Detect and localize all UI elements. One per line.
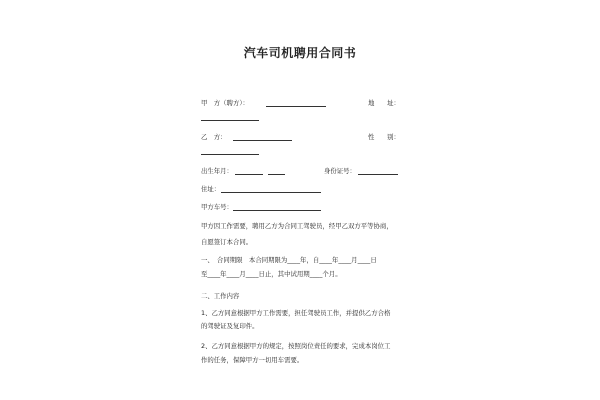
party-b-label: 乙 方： [201,133,227,141]
birth-label: 出生年月： [201,167,233,175]
address-label: 地 址： [368,99,400,107]
id-blank[interactable] [358,174,398,175]
term-line-2: 至____年____月____日止，其中试用期____个月。 [201,270,342,278]
residence-blank[interactable] [221,192,321,193]
car-no-label: 甲方车号： [201,203,233,211]
item-1-line-2: 的驾驶证及复印件。 [201,322,259,330]
party-a-label: 甲 方（聘方）： [201,99,249,107]
residence-label: 住址： [201,185,221,193]
id-label: 身份证号： [324,167,356,175]
birth-blank-1[interactable] [235,174,263,175]
term-line-1: 一、 合同期限 本合同期限为____年，自____年____月____日 [201,256,377,264]
party-b-blank[interactable] [233,140,292,141]
item-2-line-1: 2、乙方同意根据甲方的规定，按照岗位责任的要求，完成本岗位工 [201,342,391,350]
section-2-heading: 二、工作内容 [201,292,240,300]
gender-blank[interactable] [201,154,259,155]
item-1-line-1: 1、乙方同意根据甲方工作需要，担任驾驶员工作，并提供乙方合格 [201,309,391,317]
intro-line-2: 自愿签订本合同。 [201,238,253,246]
item-2-line-2: 作的任务，保障甲方一切用车需要。 [201,356,304,364]
party-a-blank[interactable] [266,106,326,107]
intro-line-1: 甲方因工作需要，聘用乙方为合同工驾驶员，经甲乙双方平等协商， [201,222,393,230]
address-blank[interactable] [201,120,259,121]
gender-label: 性 别： [368,133,400,141]
document-title: 汽车司机聘用合同书 [243,46,357,60]
birth-blank-2[interactable] [268,174,285,175]
car-no-blank[interactable] [233,210,321,211]
